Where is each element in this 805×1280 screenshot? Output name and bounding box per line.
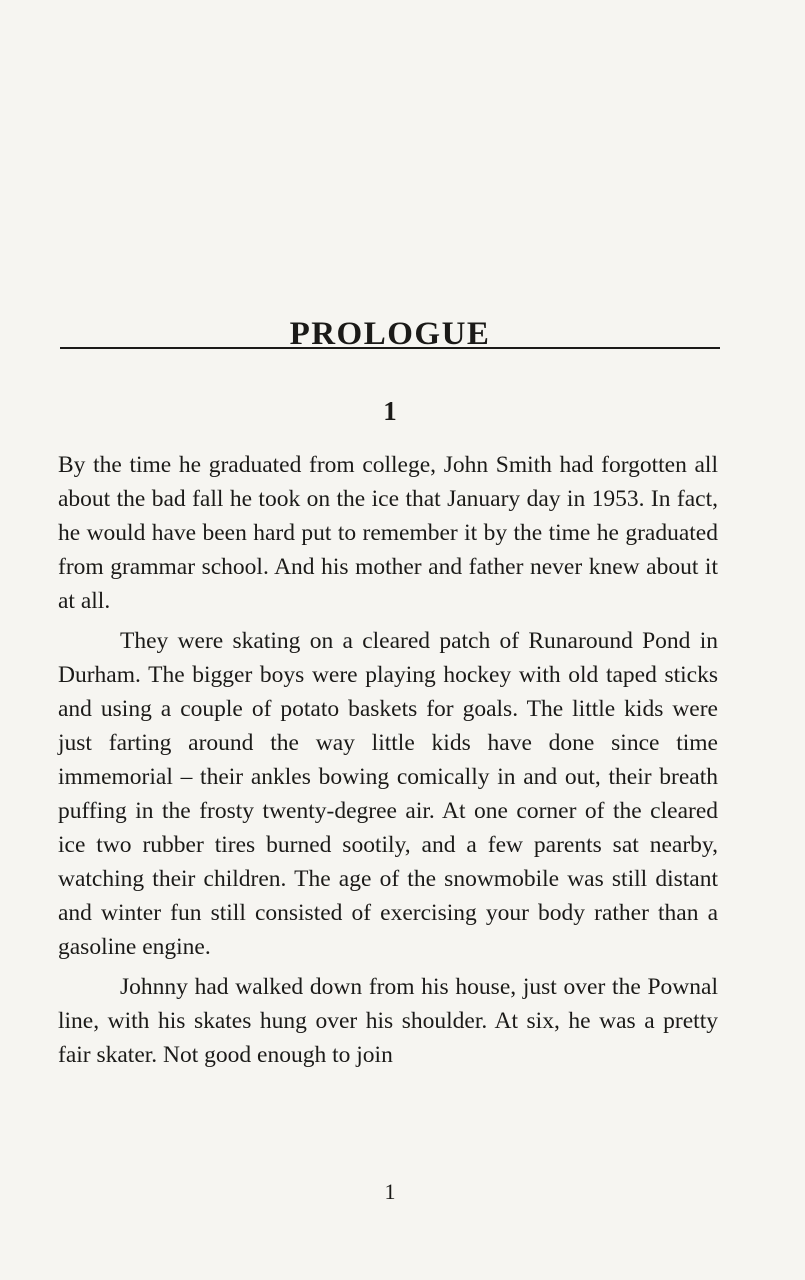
paragraph: By the time he graduated from college, John Smith had forgotten all about the bad fall he took on the ice that January day in 1953. In fact, he would have been hard put to remember it by the time he graduated from grammar school. And his mother and father never knew about it at all. bbox=[58, 452, 718, 614]
paragraph: They were skating on a cleared patch of Runaround Pond in Durham. The bigger boys were playing hockey with old taped sticks and using a couple of potato baskets for goals. The little kids were just farting around the way little kids have done since time immemorial – their ankles bowing comically in and out, their breath puffing in the frosty twenty-degree air. At one corner of the cleared ice two rubber tires burned sootily, and a few parents sat nearby, watching their children. The age of the snowmobile was still distant and winter fun still consisted of exercising your body rather than a gasoline engine. bbox=[58, 628, 718, 960]
page-number: 1 bbox=[384, 1179, 396, 1204]
section-number: 1 bbox=[383, 396, 397, 426]
chapter-title: PROLOGUE bbox=[289, 316, 491, 353]
body-text bbox=[58, 448, 718, 1072]
chapter-rule bbox=[60, 347, 720, 349]
paragraph: Johnny had walked down from his house, just over the Pownal line, with his skates hung over his shoulder. At six, he was a pretty fair skater. Not good enough to join bbox=[58, 974, 718, 1068]
